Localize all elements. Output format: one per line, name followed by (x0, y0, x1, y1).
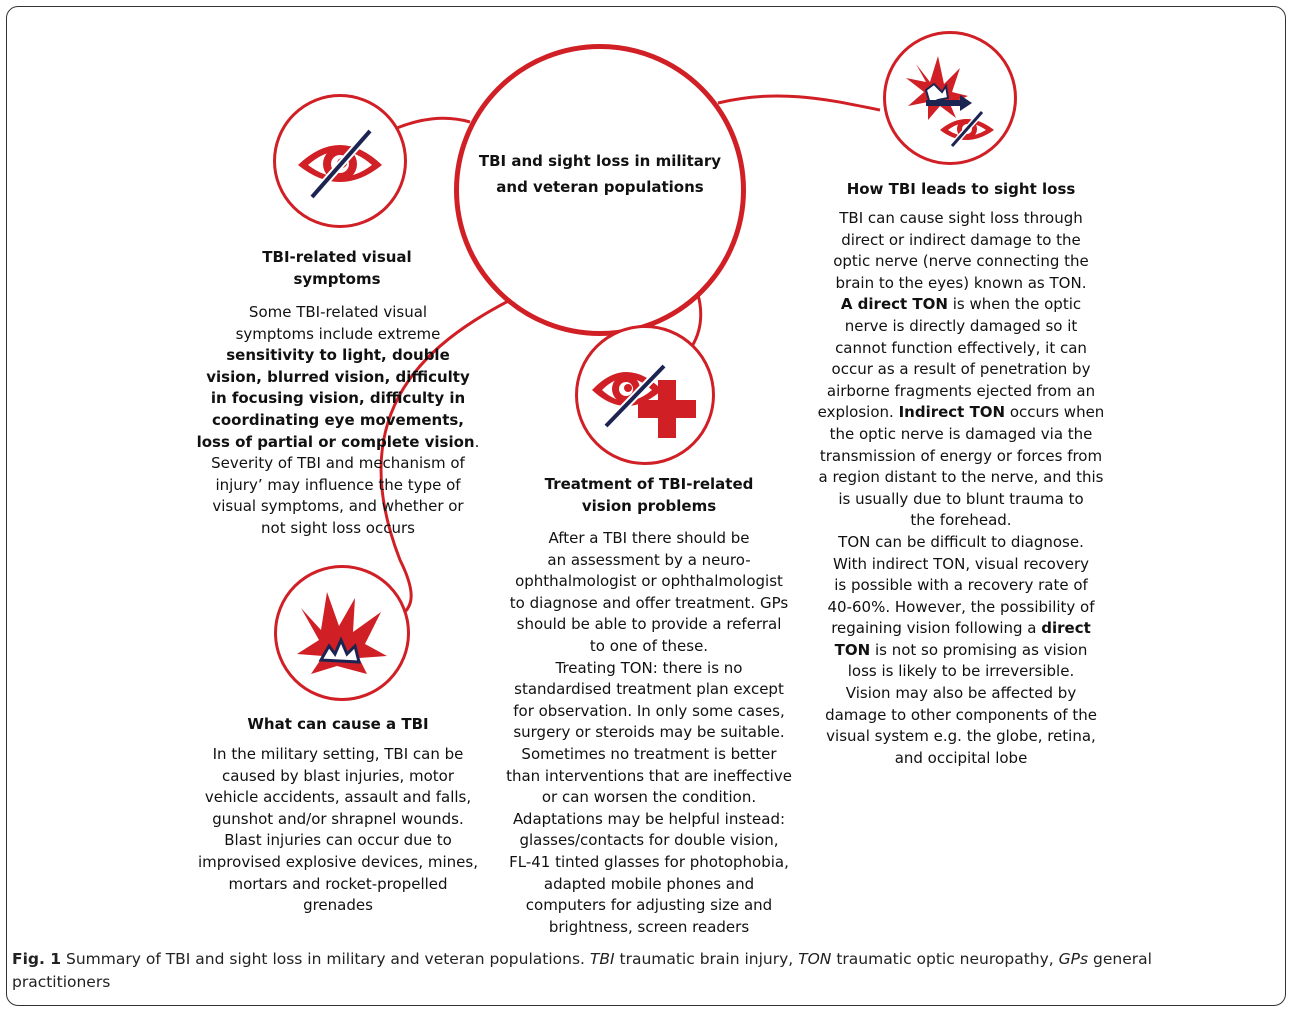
treatment-body: After a TBI there should be an assessment by a neuro- ophthalmologist or ophthalmologist to diagnose and offer treatment. GPs should be able to provide a referral to one of these. Treating TON: there is no standardised treatment plan except for observation. In only some cases, surgery or steroids may be suitable. Sometimes no treatment is better than interventions that are ineffective or can worsen the condition. Adaptations may be helpful instead: glasses/contacts for double vision, FL-41 tinted glasses for photophobia, adapted mobile phones and computers for adjusting size and brightness, screen readers (506, 529, 792, 936)
how-body: TBI can cause sight loss through direct or indirect damage to the optic nerve (nerve connecting the brain to the eyes) known as TON. A direct TON is when the optic nerve is directly damaged so it cannot function effectively, it can occur as a result of penetration by airborne fragments ejected from an explosion. Indirect TON occurs when the optic nerve is damaged via the transmission of energy or forces from a region distant to the nerve, and this is usually due to blunt trauma to the forehead. TON can be difficult to diagnose. With indirect TON, visual recovery is possible with a recovery rate of 40-60%. However, the possibility of regaining vision following a direct TON is not so promising as vision loss is likely to be irreversible. Vision may also be affected by damage to other components of the visual system e.g. the globe, retina, and occipital lobe (817, 209, 1105, 767)
visual-symptoms-icon-circle (273, 94, 407, 228)
eye-medical-cross-icon (578, 328, 712, 462)
visual-symptoms-body: Some TBI-related visual symptoms include extreme sensitivity to light, double vision, blurred vision, difficulty in focusing vision, difficulty in coordinating eye movements, loss of partial or complete vision. Severity of TBI and mechanism of injury’ may influence the type of visual symptoms, and whether or not sight loss occurs (196, 303, 480, 537)
connector-how (718, 96, 880, 110)
visual-symptoms-heading: TBI-related visual symptoms (262, 248, 412, 288)
crossed-eye-icon (276, 97, 404, 225)
explosion-icon (277, 568, 407, 698)
figure-label: Fig. 1 (12, 950, 62, 968)
cause-heading: What can cause a TBI (247, 715, 429, 733)
figure-caption: Fig. 1 Summary of TBI and sight loss in military and veteran populations. TBI traumatic brain injury, TON traumatic optic neuropathy, GPs general practitioners (12, 950, 1152, 991)
treatment-heading: Treatment of TBI-related vision problems (544, 475, 754, 515)
explosion-to-eye-icon (886, 34, 1014, 162)
cause-icon-circle (274, 565, 410, 701)
treatment-icon-circle (575, 325, 715, 465)
how-heading: How TBI leads to sight loss (846, 180, 1076, 198)
cause-body: In the military setting, TBI can be caused by blast injuries, motor vehicle accidents, assault and falls, gunshot and/or shrapnel wounds. Blast injuries can occur due to improvised explosive devices, mines, mortars and rocket-propelled grenades (198, 745, 478, 915)
how-icon-circle (883, 31, 1017, 165)
central-topic-title: TBI and sight loss in military and veteran populations (478, 152, 722, 196)
